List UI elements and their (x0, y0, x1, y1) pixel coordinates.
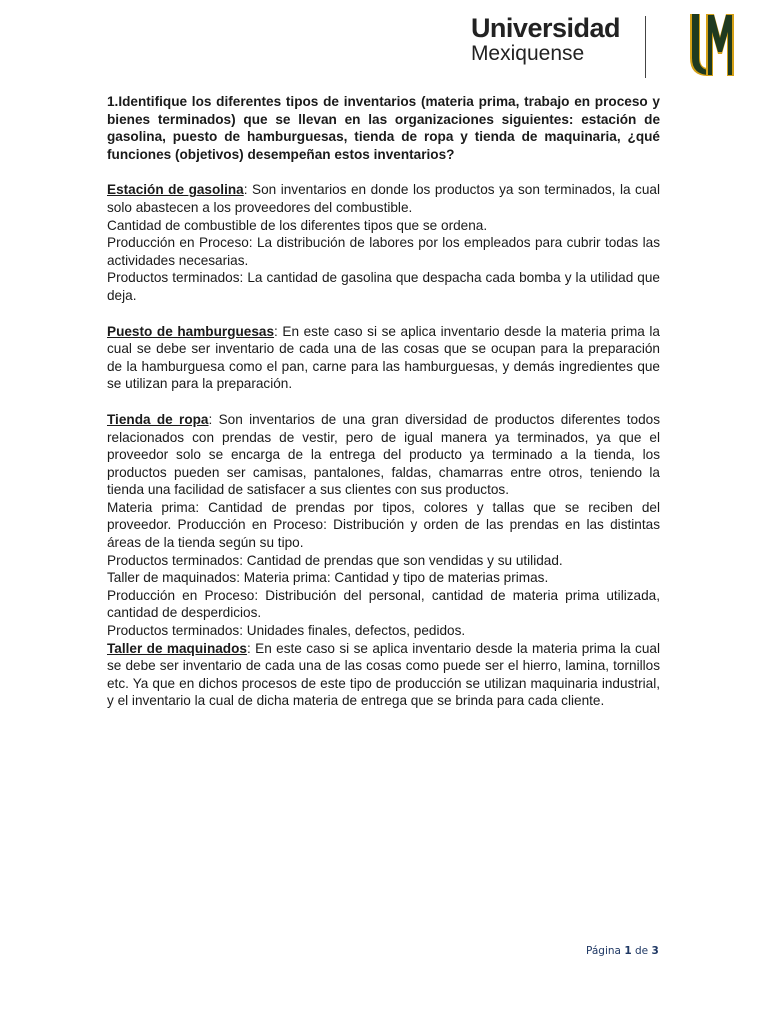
section-text: : En este caso si se aplica inventario desde la materia prima la cual se debe ser inventario de cada una de las cosas que se ocupan para la preparación de la hamburguesa como el pan, carne para las hamburguesas, y demás ingredientes que se utilizan para la preparación. (107, 323, 660, 392)
section-text: : Son inventarios de una gran diversidad de productos diferentes todos relacionados con prendas de vestir, pero de igual manera ya terminados, ya que el proveedor solo se encarga de la entrega del producto ya terminado a la tienda, los productos pueden ser camisas, pantalones, faldas, chamarras entre otros, teniendo la tienda una facilidad de satisfacer a sus clientes con sus productos. (107, 411, 660, 498)
section-heading-maquinados: Taller de maquinados (107, 640, 247, 656)
paragraph: Productos terminados: Cantidad de prendas que son vendidas y su utilidad. (107, 552, 563, 568)
section-heading-gasolina: Estación de gasolina (107, 182, 244, 198)
um-monogram-icon (686, 10, 738, 80)
section-heading-hamburguesas: Puesto de hamburguesas (107, 323, 275, 339)
section-text: : Son inventarios en donde los productos ya son terminados, la cual solo abastecen a los proveedores del combustible. (107, 182, 660, 215)
section-gasolina-intro (107, 181, 660, 216)
brand-line-2: Mexiquense (470, 42, 585, 65)
question-text: 1.Identifique los diferentes tipos de inventarios (materia prima, trabajo en proceso y bienes terminados) que se llevan en las organizaciones siguientes: estación de gasolina, puesto de hamburguesas, tienda de ropa y tienda de maquinaria, ¿qué funciones (objetivos) desempeñan estos inventarios? (107, 94, 660, 162)
page-number (586, 945, 659, 957)
paragraph: Productos terminados: La cantidad de gasolina que despacha cada bomba y la utilidad que deja. (107, 270, 660, 303)
section-ropa-intro (107, 411, 660, 499)
paragraph: Producción en Proceso: La distribución de labores por los empleados para cubrir todas las actividades necesarias. (107, 235, 660, 268)
paragraph: Cantidad de combustible de los diferentes tipos que se ordena. (107, 217, 488, 233)
brand-line-1: Universidad (470, 13, 620, 43)
header-divider (645, 16, 647, 78)
university-wordmark (471, 15, 620, 64)
paragraph: Productos terminados: Unidades finales, defectos, pedidos. (107, 623, 466, 639)
page-sep: de (634, 945, 649, 957)
section-heading-ropa: Tienda de ropa (107, 411, 209, 427)
page-current: 1 (624, 945, 632, 957)
paragraph: Materia prima: Cantidad de prendas por tipos, colores y tallas que se reciben del proveedor. Producción en Proceso: Distribución y orden de las prendas en las distintas áreas de la tienda según su tipo. (107, 499, 660, 551)
paragraph: Producción en Proceso: Distribución del personal, cantidad de materia prima utilizada, cantidad de desperdicios. (107, 587, 660, 621)
section-maquinados-intro (107, 640, 660, 710)
spacer (107, 305, 660, 323)
page-header (438, 10, 738, 80)
section-hamburguesas-intro (107, 323, 660, 393)
section-text: : En este caso si se aplica inventario desde la materia prima la cual se debe ser inventario de cada una de las cosas como puede ser el hierro, lamina, tornillos etc. Ya que en dichos procesos de este tipo de producción se utilizan maquinaria industrial, y el inventario la cual de dicha materia de entrega que se brinda para cada cliente. (107, 640, 660, 709)
document-body (107, 93, 660, 710)
paragraph: Taller de maquinados: Materia prima: Cantidad y tipo de materias primas. (107, 570, 549, 586)
spacer (107, 393, 660, 411)
page-label: Página (586, 945, 621, 957)
page-total: 3 (651, 945, 659, 957)
